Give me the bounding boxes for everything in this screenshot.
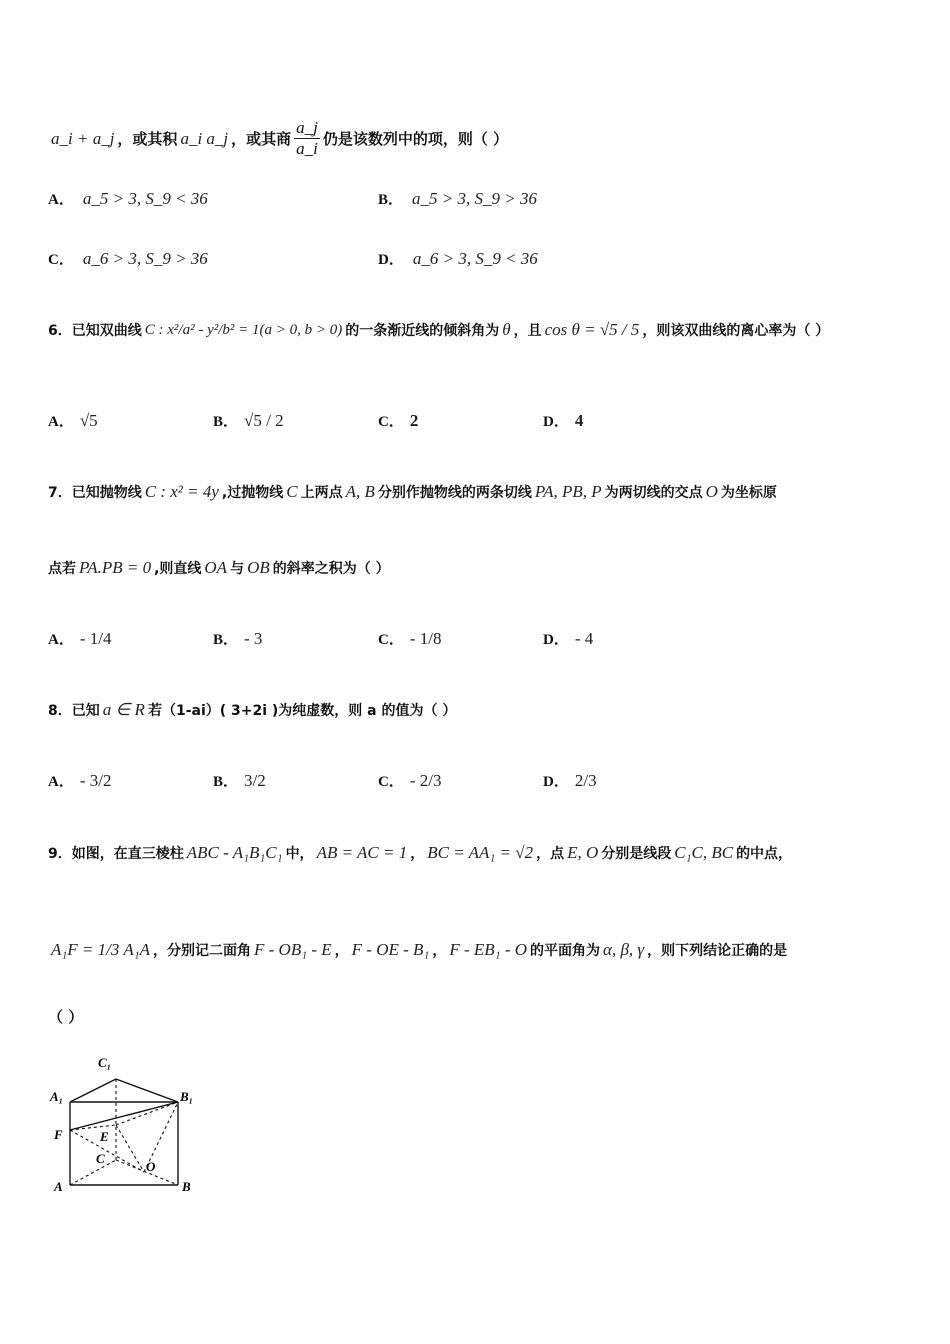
math: θ [502, 320, 511, 339]
option-label: C． [378, 414, 404, 430]
question-number: 6． [48, 323, 72, 339]
fraction [294, 118, 320, 159]
q5-stem [48, 118, 508, 159]
q7-option-c[interactable] [378, 628, 441, 649]
option-math: √5 / 2 [244, 410, 284, 430]
math: OA [204, 558, 228, 577]
prism-figure [48, 1045, 208, 1195]
frac-den: a_i [296, 139, 318, 158]
option-math: - 3/2 [79, 770, 112, 790]
text: 如图，在直三棱柱 [71, 846, 184, 862]
label-f: F [54, 1127, 63, 1142]
label-b: B [182, 1179, 191, 1194]
q8-stem [48, 700, 456, 720]
option-math: 2/3 [574, 770, 597, 790]
text: 已知双曲线 [71, 323, 142, 339]
option-math: - 3 [244, 628, 263, 648]
q8-option-b[interactable] [213, 770, 266, 791]
option-label: B． [378, 192, 404, 208]
q9-stem-line2 [48, 940, 787, 960]
math: ABC - A₁B₁C₁ [186, 843, 283, 862]
label-e: E [100, 1129, 109, 1144]
question-number: 8． [48, 703, 72, 719]
q7-option-a[interactable] [48, 628, 111, 649]
math: O [705, 482, 718, 501]
text: 仍是该数列中的项，则（ ） [322, 130, 509, 148]
q6-option-d[interactable] [543, 410, 583, 431]
math: BC = AA₁ = √2 [427, 843, 534, 862]
question-number: 9． [48, 846, 72, 862]
option-label: C． [378, 774, 404, 790]
edge-a1c1 [70, 1079, 116, 1102]
option-label: A． [48, 632, 74, 648]
option-label: D． [378, 252, 404, 268]
text: 已知 [71, 703, 100, 719]
question-number: 7． [48, 485, 72, 501]
math: cos θ = √5 / 5 [544, 320, 640, 339]
label-o: O [146, 1159, 156, 1174]
text: ，则该双曲线的离心率为（ ） [642, 323, 830, 339]
text: 分别作抛物线的两条切线 [377, 485, 532, 501]
math: OB [247, 558, 270, 577]
text: ， [410, 846, 425, 862]
option-label: B． [213, 632, 239, 648]
q7-stem-line1 [48, 482, 777, 502]
option-math: a_5 > 3, S_9 > 36 [412, 188, 537, 208]
text: 的平面角为 [530, 943, 601, 959]
text: 已知抛物线 [71, 485, 142, 501]
option-label: C． [378, 632, 404, 648]
option-math: - 2/3 [409, 770, 442, 790]
label-c: C [96, 1151, 105, 1166]
text: ，则下列结论正确的是 [647, 943, 788, 959]
q6-option-c[interactable] [378, 410, 418, 431]
math: PA, PB, P [534, 482, 602, 501]
math: a_i a_j [180, 128, 229, 148]
math: F - EB₁ - O [449, 940, 528, 959]
edge-eo [116, 1125, 144, 1172]
text: ,过抛物线 [221, 485, 284, 501]
text: 上两点 [300, 485, 343, 501]
q8-option-d[interactable] [543, 770, 597, 791]
option-label: B． [213, 774, 239, 790]
option-label: C． [48, 252, 74, 268]
q8-option-a[interactable] [48, 770, 111, 791]
option-math: a_5 > 3, S_9 < 36 [82, 188, 208, 208]
math: A₁F = 1/3 A₁A [51, 940, 150, 959]
math: C : x²/a² - y²/b² = 1(a > 0, b > 0) [144, 321, 343, 338]
frac-num: a_j [296, 118, 318, 137]
option-label: B． [213, 414, 239, 430]
math: C : x² = 4y [144, 482, 219, 501]
q9-stem-line1 [48, 843, 792, 863]
text: （ ） [48, 1008, 84, 1026]
option-math: - 4 [574, 628, 594, 648]
edge-fb1 [70, 1102, 178, 1130]
option-math: a_6 > 3, S_9 < 36 [412, 248, 538, 268]
math: A, B [345, 482, 375, 501]
text: ，分别记二面角 [153, 943, 251, 959]
text: 的中点， [736, 846, 793, 862]
math: F - OB₁ - E [254, 940, 332, 959]
option-label: D． [543, 774, 569, 790]
text: ，点 [536, 846, 565, 862]
math: a_i + a_j [51, 128, 115, 148]
option-math: a_6 > 3, S_9 > 36 [82, 248, 208, 268]
option-label: A． [48, 774, 74, 790]
text: 分别是线段 [601, 846, 672, 862]
text: 若（1-ai）( 3+2i )为纯虚数，则 a 的值为（ ） [147, 703, 457, 719]
q7-option-d[interactable] [543, 628, 593, 649]
math: AB = AC = 1 [316, 843, 408, 862]
q7-stem-line2 [48, 558, 390, 578]
option-math: √5 [79, 410, 98, 430]
text: ,则直线 [154, 561, 202, 577]
text: 为坐标原 [720, 485, 777, 501]
math: a ∈ R [102, 700, 145, 719]
label-c1: C₁ [98, 1055, 112, 1070]
text: ，或其积 [117, 130, 178, 148]
option-math: - 1/4 [79, 628, 112, 648]
q6-stem [48, 320, 829, 340]
q6-option-b[interactable] [213, 410, 284, 431]
option-math: 3/2 [244, 770, 266, 790]
text: 中， [285, 846, 314, 862]
q7-option-b[interactable] [213, 628, 262, 649]
q5-option-d[interactable] [378, 248, 541, 269]
option-label: D． [543, 632, 569, 648]
label-b1: B₁ [180, 1089, 194, 1104]
text: 点若 [48, 561, 76, 577]
text: ，且 [513, 323, 542, 339]
math: α, β, γ [603, 940, 645, 959]
text: 为两切线的交点 [604, 485, 703, 501]
label-a1: A₁ [50, 1089, 64, 1104]
math: C [286, 482, 298, 501]
option-label: D． [543, 414, 569, 430]
q9-stem-line3 [48, 1006, 83, 1027]
q5-option-b[interactable] [378, 188, 540, 209]
text: ， [334, 943, 349, 959]
q6-option-a[interactable] [48, 410, 98, 431]
text: ， [432, 943, 447, 959]
math: E, O [567, 843, 599, 862]
math: PA.PB = 0 [79, 558, 152, 577]
text: 与 [230, 561, 245, 577]
label-a: A [54, 1179, 63, 1194]
math: C₁C, BC [674, 843, 734, 862]
text: 的斜率之积为（ ） [272, 561, 390, 577]
option-math: 2 [409, 410, 419, 430]
q5-option-a[interactable] [48, 188, 211, 209]
q8-option-c[interactable] [378, 770, 441, 791]
text: ，或其商 [231, 130, 292, 148]
q5-option-c[interactable] [48, 248, 211, 269]
option-math: 4 [574, 410, 584, 430]
edge-c1b1 [116, 1079, 178, 1102]
option-label: A． [48, 192, 74, 208]
edge-ac [70, 1160, 116, 1185]
option-label: A． [48, 414, 74, 430]
option-math: - 1/8 [409, 628, 442, 648]
math: F - OE - B₁ [351, 940, 430, 959]
text: 的一条渐近线的倾斜角为 [345, 323, 500, 339]
